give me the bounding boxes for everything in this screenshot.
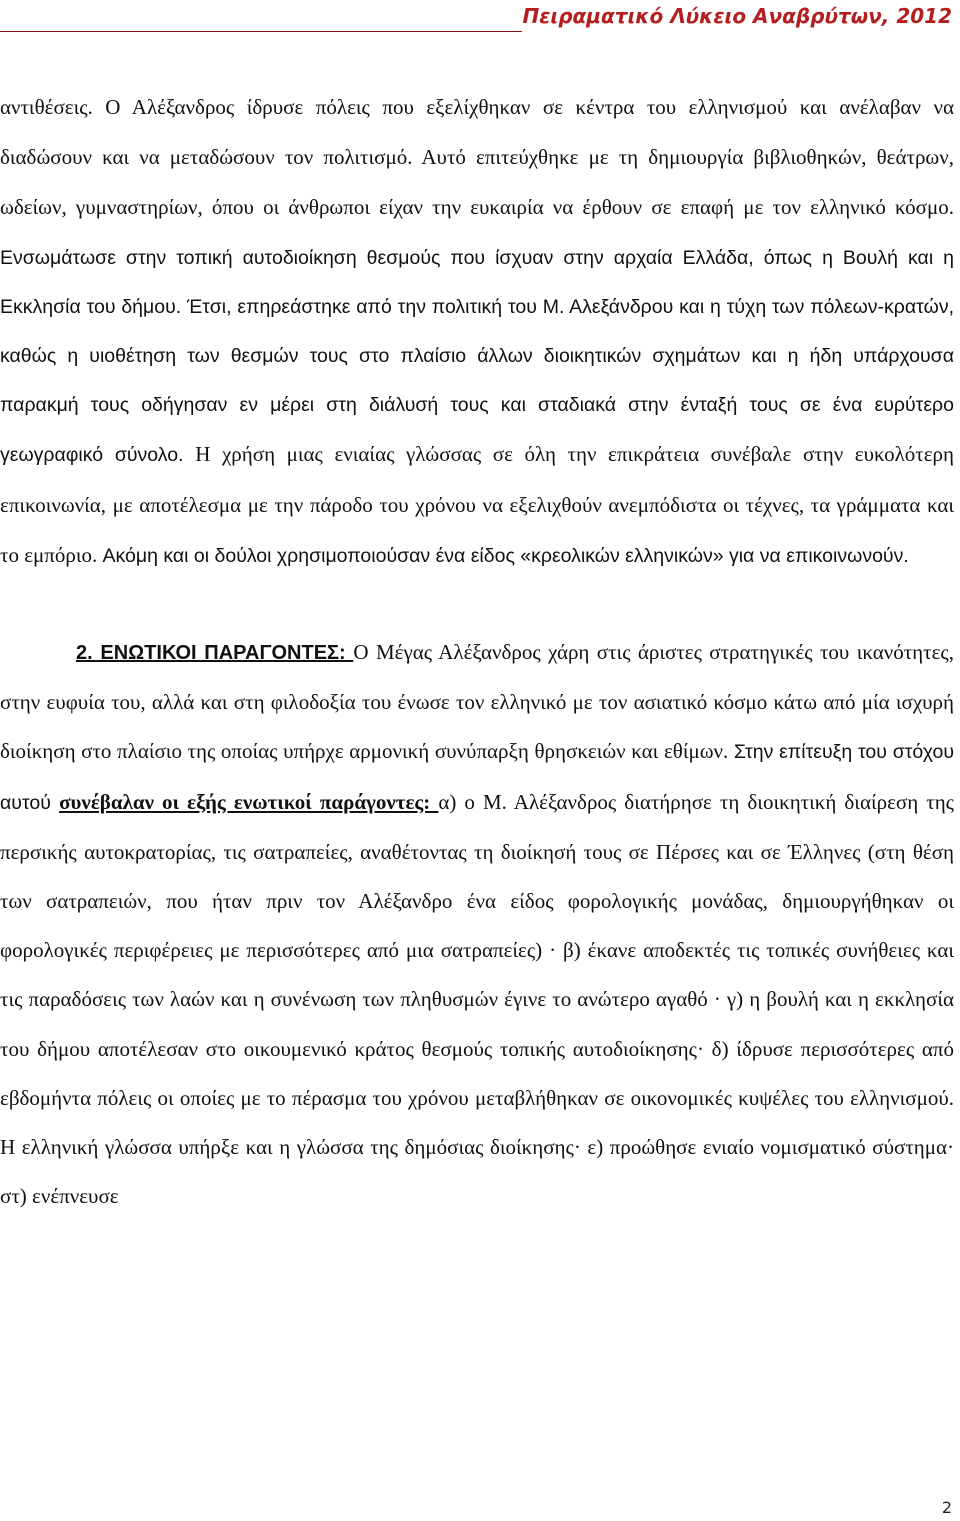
paragraph-2-segment-2: Στην επίτευξη του στόχου αυτού [0, 741, 954, 814]
paragraph-2-segment-3: α) ο Μ. Αλέξανδρος διατήρησε τη διοικητική διαίρεση της περσικής αυτοκρατορίας, τις σατραπείες, αναθέτοντας τη διοίκησή τους σε Πέρσες και σε Έλληνες (στη θέση των σατραπειών, που ήταν πριν τον Αλέξανδρο ένα είδος φορολογικής μονάδας, δημιουργήθηκαν οι φορολογικές περιφέρειες με περισσότερες από μια σατραπείες) [0, 789, 954, 963]
body-text [0, 83, 954, 1221]
header-title: Πειραματικό Λύκειο Αναβρύτων, 2012 [522, 4, 952, 28]
paragraph-1-segment-1: αντιθέσεις. Ο Αλέξανδρος ίδρυσε πόλεις που εξελίχθηκαν σε κέντρα του ελληνισμού και ανέλαβαν να διαδώσουν και να μεταδώσουν τον πολιτισμό. Αυτό επιτεύχθηκε με τη δημιουργία βιβλιοθηκών, θεάτρων, ωδείων, γυμναστηρίων, όπου οι άνθρωποι είχαν την ευκαιρία να έρθουν σε επαφή με τον ελληνικό κόσμο. [0, 95, 954, 220]
paragraph-1-segment-4: Ακόμη και οι δούλοι χρησιμοποιούσαν ένα είδος «κρεολικών ελληνικών» για να επικοινωνούν. [102, 544, 909, 567]
section-heading: 2. ΕΝΩΤΙΚΟΙ ΠΑΡΑΓΟΝΤΕΣ: [76, 642, 354, 665]
paragraph-2-segment-5: · γ) η βουλή και η εκκλησία του δήμου αποτέλεσαν στο οικουμενικό κράτος θεσμούς τοπικής αυτοδιοίκησης· δ) ίδρυσε περισσότερες από εβδομήντα πόλεις οι οποίες με το πέρασμα του χρόνου μεταβλήθηκαν σε οικονομικές κυψέλες του ελληνισμού. [0, 987, 954, 1110]
paragraph-2-segment-6: Η ελληνική γλώσσα υπήρξε και η γλώσσα της δημόσιας διοίκησης· ε) προώθησε ενιαίο νομισματικό σύστημα· στ) ενέπνευσε [0, 1135, 954, 1209]
paragraph-2-segment-1: Ο Μέγας Αλέξανδρος χάρη στις άριστες στρατηγικές του ικανότητες, στην ευφυία του, αλλά και στη φιλοδοξία του ένωσε τον ελληνικό με τον ασιατικό κόσμο κάτω από μία ισχυρή διοίκηση στο πλαίσιο της οποίας υπήρχε αρμονική συνύπαρξη θρησκειών και εθίμων. [0, 640, 954, 764]
page-number: 2 [941, 1498, 952, 1517]
paragraph-2-segment-4: · β) έκανε αποδεκτές τις τοπικές συνήθειες και τις παραδόσεις των λαών και η συνένωση των πληθυσμών έγινε το ανώτερο αγαθό [0, 938, 954, 1012]
page-header [0, 0, 960, 40]
paragraph-1-segment-2: Ενσωμάτωσε στην τοπική αυτοδιοίκηση θεσμούς που ίσχυαν στην αρχαία Ελλάδα, όπως η Βουλή και η Εκκλησία του δήμου. Έτσι, επηρεάστηκε από την πολιτική του Μ. Αλεξάνδρου και η τύχη των πόλεων-κρατών, καθώς η υιοθέτηση των θεσμών τους στο πλαίσιο άλλων διοικητικών σχημάτων και η ήδη υπάρχουσα παρακμή τους οδήγησαν εν μέρει στη διάλυσή τους και σταδιακά στην ένταξή τους σε ένα ευρύτερο γεωγραφικό σύνολο. [0, 246, 954, 467]
emphasized-phrase: συνέβαλαν οι εξής ενωτικοί παράγοντες: [59, 789, 439, 814]
paragraph-1 [0, 83, 954, 581]
paragraph-2 [0, 628, 954, 1221]
header-rule [0, 31, 522, 32]
paragraph-1-segment-3: Η χρήση μιας ενιαίας γλώσσας σε όλη την επικράτεια συνέβαλε στην ευκολότερη επικοινωνία, με αποτέλεσμα με την πάροδο του χρόνου να εξελιχθούν ανεμπόδιστα οι τέχνες, τα γράμματα και το εμπόριο. [0, 442, 954, 567]
